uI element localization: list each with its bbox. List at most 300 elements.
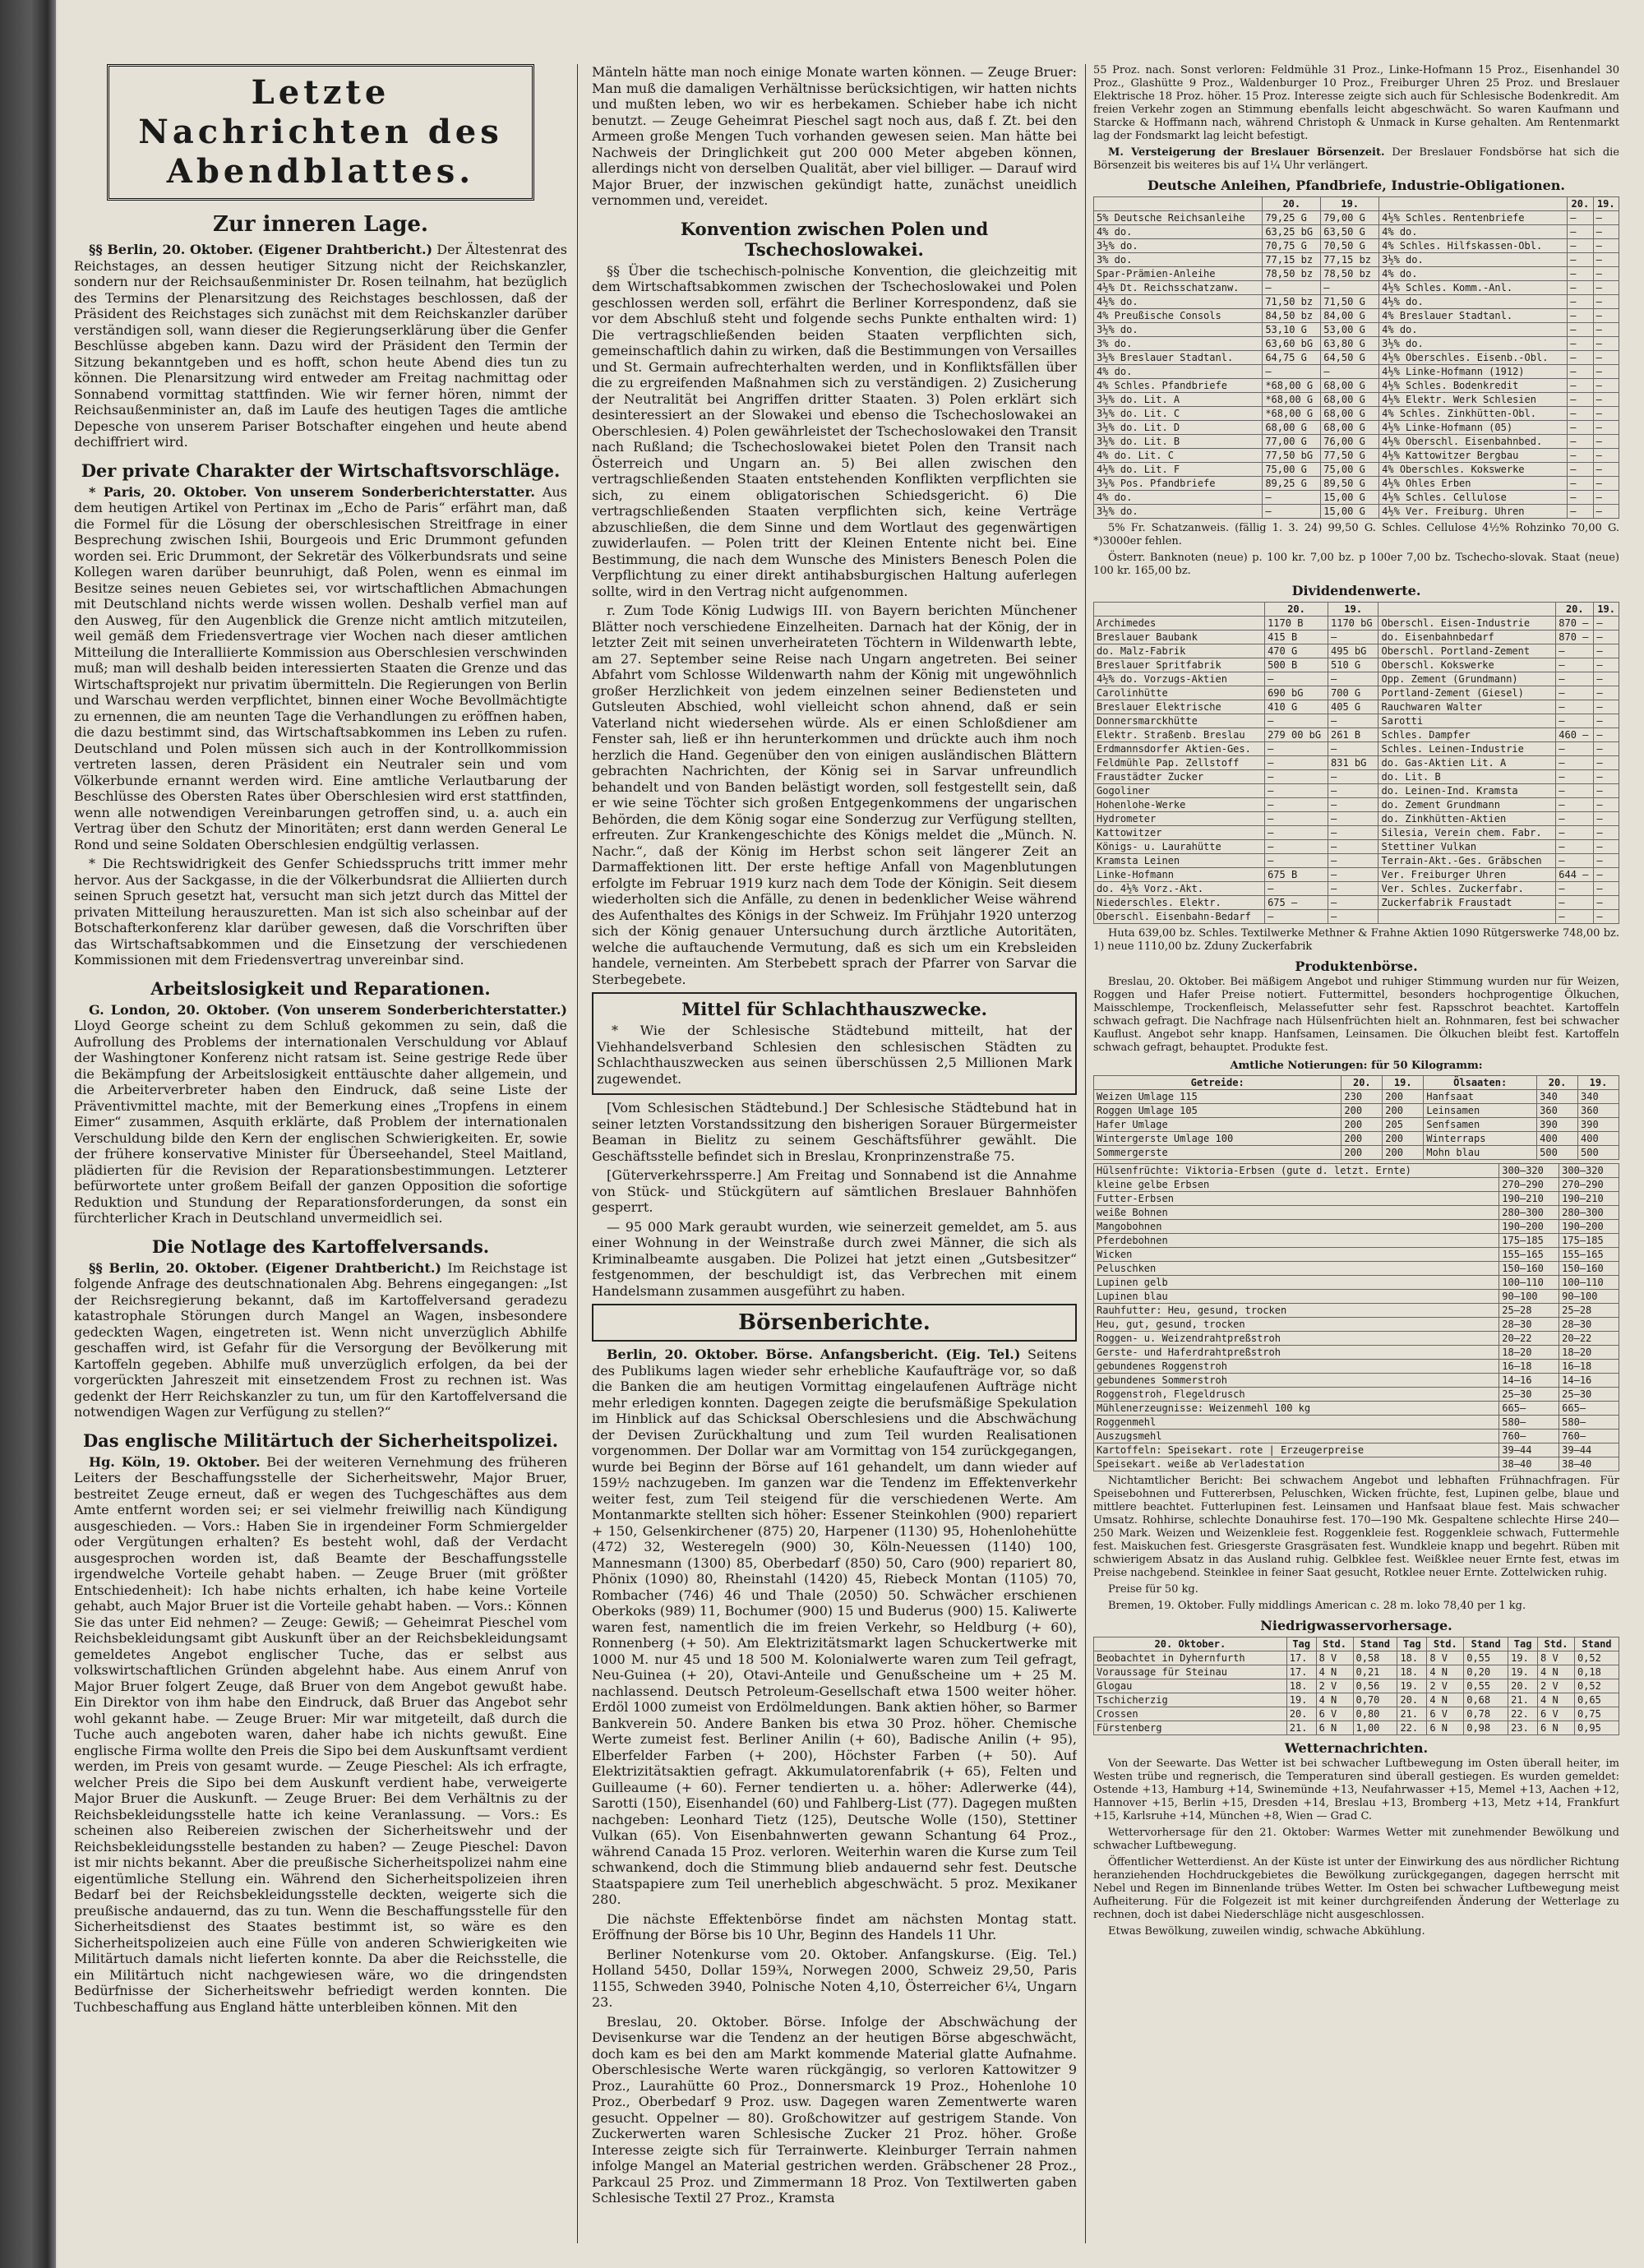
table-cell: — (1568, 407, 1593, 421)
table-cell: — (1593, 477, 1619, 491)
table-cell: 1170 B (1265, 617, 1328, 631)
table-cell: 3½% do. (1379, 337, 1568, 351)
table-row (1094, 840, 1619, 854)
table-cell: 17. (1286, 1651, 1316, 1665)
table-cell: — (1594, 770, 1619, 784)
table-header-cell: 20. (1342, 1076, 1383, 1090)
column-3 (1093, 64, 1619, 2252)
table-cell: 90—100 (1559, 1290, 1619, 1304)
table-caption: Deutsche Anleihen, Pfandbriefe, Industrie-Obligationen. (1147, 178, 1565, 193)
table-cell: Kattowitzer (1094, 826, 1265, 840)
table-cell: 4% Schles. Hilfskassen-Obl. (1379, 239, 1568, 253)
table-cell: 8 V (1427, 1651, 1464, 1665)
table-cell: — (1594, 882, 1619, 896)
table-cell: do. Malz-Fabrik (1094, 644, 1265, 658)
table-cell: — (1593, 463, 1619, 477)
table-row (1094, 295, 1619, 309)
table-cell: — (1594, 728, 1619, 742)
table-cell: 20. (1397, 1693, 1427, 1707)
table-cell: 68,00 G (1321, 379, 1379, 393)
table-cell: — (1568, 253, 1593, 267)
table-cell: Peluschken (1094, 1262, 1499, 1276)
table-cell: 68,00 G (1321, 421, 1379, 435)
table-cell: 150—160 (1559, 1262, 1619, 1276)
table-cell: 38—40 (1499, 1457, 1559, 1471)
table-row (1094, 435, 1619, 449)
table-cell: 415 B (1265, 631, 1328, 644)
table-cell: weiße Bohnen (1094, 1206, 1499, 1220)
table-header-cell: 20. (1556, 603, 1594, 617)
table-row (1094, 477, 1619, 491)
table-cell: — (1593, 253, 1619, 267)
table-row (1094, 225, 1619, 239)
article-title: Mittel für Schlachthauszwecke. (681, 999, 987, 1019)
table-cell: 6 V (1538, 1707, 1575, 1721)
table-cell: — (1265, 714, 1328, 728)
table-cell: 400 (1578, 1132, 1619, 1146)
column-2 (592, 64, 1077, 2252)
table-row (1094, 211, 1619, 225)
table-cell: 4% Schles. Zinkhütten-Obl. (1379, 407, 1568, 421)
table-header-cell (1378, 603, 1556, 617)
article-text: Preise für 50 kg. (1108, 1583, 1198, 1596)
table-cell: 28—30 (1499, 1318, 1559, 1332)
masthead-title: Letzte Nachrichten des Abendblattes. (138, 73, 503, 191)
table-cell: Roggenstroh, Flegeldrusch (1094, 1388, 1499, 1402)
article-text: Öffentlicher Wetterdienst. An der Küste ist unter der Einwirkung des aus nördlicher Richtung heranziehenden Hochdruckgebietes die Bewölkung zurückgegangen, dagegen herrscht mit Nebel und Regen im Binnenlande trübes Wetter. Im Osten bei schwacher Luftbewegung meist Aufheiterung. Für die Folgezeit ist mit keiner durchgreifenden Änderung der Wetterlage zu rechnen, doch ist dabei Niederschläge nicht ausgeschlossen. (1093, 1856, 1619, 1921)
table-cell: — (1593, 295, 1619, 309)
table-cell: Ver. Freiburger Uhren (1378, 868, 1556, 882)
table-cell: — (1593, 351, 1619, 365)
table-header-cell: Stand (1353, 1637, 1397, 1651)
table-cell: 0,95 (1574, 1721, 1619, 1735)
table-caption: Amtliche Notierungen: für 50 Kilogramm: (1230, 1060, 1483, 1072)
table-cell: — (1263, 505, 1321, 519)
table-cell: 4½% do. Vorzugs-Aktien (1094, 672, 1265, 686)
binding-spine (0, 0, 56, 2268)
table-cell: Donnersmarckhütte (1094, 714, 1265, 728)
table-row (1094, 1248, 1619, 1262)
table-cell: — (1328, 742, 1378, 756)
table-cell: — (1556, 686, 1594, 700)
table-row (1094, 1192, 1619, 1206)
table-cell: 200 (1342, 1104, 1383, 1118)
table-cell: 190—200 (1559, 1220, 1619, 1234)
table-cell: 200 (1342, 1146, 1383, 1160)
table-cell: 53,10 G (1263, 323, 1321, 337)
table-cell: 675 B (1265, 868, 1328, 882)
table-cell: 4% do. (1094, 365, 1263, 379)
masthead-box (107, 64, 534, 201)
table-cell: — (1594, 686, 1619, 700)
table-caption: Dividendenwerte. (1291, 583, 1421, 598)
article-text: Breslau, 20. Oktober. Börse. Infolge der Abschwächung der Devisenkurse war die Tendenz an der heutigen Börse abgeschwächt, doch kam es bei den am Markt kommende Material glatte Aufnahme. Oberschlesische Werte waren rückgängig, so verloren Kattowitzer 9 Proz., Laurahütte 60 Proz., Donnersmarck 19 Proz., Hohenlohe 10 Proz., Oberbedarf 9 Proz. usw. Dagegen waren Zementwerte waren gesucht. Oppelner — 80). Großchowitzer auf gestrigem Stande. Von Zuckerwerten waren Schlesische Zucker 21 Proz. höher. Große Interesse zeigte sich für Terrainwerte. Kleinburger Terrain nahmen infolge Mangel an Material gestrichen werden. Gräbschener 28 Proz., Parkcaul 25 Proz. und Zimmermann 18 Proz. Von Textilwerten gaben Schlesische Textil 27 Proz., Kramsta (592, 2013, 1077, 2206)
table-header-cell: Tag (1397, 1637, 1427, 1651)
table-cell: 261 B (1328, 728, 1378, 742)
table-row (1094, 1651, 1619, 1665)
table-cell: — (1556, 714, 1594, 728)
table-cell: — (1568, 505, 1593, 519)
table-note: Österr. Banknoten (neue) p. 100 kr. 7,00 bz. p 100er 7,00 bz. Tschecho-slovak. Staat (neue) 100 kr. 165,00 bz. (1093, 552, 1619, 577)
table-cell: 3½% do. Lit. B (1094, 435, 1263, 449)
article-text: Von der Seewarte. Das Wetter ist bei schwacher Luftbewegung im Osten überall heiter, im Westen trübe und regnerisch, die Temperaturen sind überall gestiegen. Es wurden gemeldet: Ostende +13, Hamburg +14, Swinemünde +13, Neufahrwasser +15, Memel +13, Aachen +12, Hannover +15, Berlin +15, Dresden +14, Breslau +13, Bromberg +13, Metz +14, Frankfurt +15, Karlsruhe +14, München +8, Wien — Grad C. (1093, 1758, 1619, 1822)
table-row (1094, 854, 1619, 868)
table-cell: 831 bG (1328, 756, 1378, 770)
table-cell: 760— (1559, 1430, 1619, 1443)
table-cell: 18. (1286, 1679, 1316, 1693)
table-cell: Wintergerste Umlage 100 (1094, 1132, 1342, 1146)
table-cell: 580— (1499, 1416, 1559, 1430)
table-row (1094, 1164, 1619, 1178)
table-cell: 4% Oberschles. Kokswerke (1379, 463, 1568, 477)
article-text: Der Ältestenrat des Reichstages, an dessen heutiger Sitzung nicht der Reichskanzler, sondern nur der Reichsaußenminister Dr. Rosen teilnahm, hat bezüglich des Termins der Plenarsitzung des Reichstages beschlossen, daß der Präsident des Reichstages sich zunächst mit dem Reichskanzler darüber verständigen soll, wann dieser die Regierungserklärung über die Genfer Beschlüsse abgeben kann. Dazu wird der Präsident den Termin der Sitzung bekanntgeben und es hofft, schon heute Abend dies tun zu können. Die Plenarsitzung wird entweder am Freitag nachmittag oder Sonnabend vormittag stattfinden. Wie wir ferner hören, nimmt der Reichsaußenminister an, daß im Laufe des heutigen Tages die amtliche Depesche von unserem Pariser Botschafter eingehen und heute abend dechiffriert wird. (74, 242, 567, 450)
table-cell: 4½% Ohles Erben (1379, 477, 1568, 491)
table-cell: — (1568, 225, 1593, 239)
article-title: Das englische Militärtuch der Sicherheitspolizei. (82, 1430, 559, 1451)
table-cell: 6 N (1316, 1721, 1353, 1735)
table-cell: Stettiner Vulkan (1378, 840, 1556, 854)
table-cell: 4½% Linke-Hofmann (1912) (1379, 365, 1568, 379)
table-cell: Fraustädter Zucker (1094, 770, 1265, 784)
table-cell: 3½% do. (1094, 323, 1263, 337)
table-cell: Speisekart. weiße ab Verladestation (1094, 1457, 1499, 1471)
table-row (1094, 1304, 1619, 1318)
table-cell: 510 G (1328, 658, 1378, 672)
table-row (1094, 784, 1619, 798)
table-cell: 2 V (1538, 1679, 1575, 1693)
table-cell: — (1556, 798, 1594, 812)
table-cell: 90—100 (1499, 1290, 1559, 1304)
table-cell: — (1568, 393, 1593, 407)
table-cell: — (1328, 910, 1378, 924)
table-cell: — (1594, 644, 1619, 658)
table-row (1094, 323, 1619, 337)
section-title: Wetternachrichten. (1284, 1740, 1429, 1756)
article-text: 55 Proz. nach. Sonst verloren: Feldmühle 31 Proz., Linke-Hofmann 15 Proz., Eisenhandel 30 Proz., Glashütte 9 Proz., Waldenburger 10 Proz., Freiburger Uhren 25 Proz. und Breslauer Elektrische 18 Proz. höher. 15 Proz. Interesse zeigte sich auch für Schlesische Bodenkredit. Am freien Verkehr zogen an Stimmung ebenfalls leicht abgeschwächt. So waren Kaufmann und Starcke & Hoffmann nach, während Christoph & Unmack in Kurse gehalten. Am Rentenmarkt lag der Fondsmarkt lag leicht befestigt. (1093, 64, 1619, 142)
table-row (1094, 1220, 1619, 1234)
table-cell: *68,00 G (1263, 407, 1321, 421)
table-cell: 77,15 bz (1321, 253, 1379, 267)
table-cell: 200 (1342, 1132, 1383, 1146)
table-cell: 22. (1397, 1721, 1427, 1735)
table-cell: 205 (1383, 1118, 1424, 1132)
table-cell: Breslauer Elektrische (1094, 700, 1265, 714)
table-cell: 4½% Ver. Freiburg. Uhren (1379, 505, 1568, 519)
table-cell: 25—30 (1499, 1388, 1559, 1402)
table-cell: *68,00 G (1263, 393, 1321, 407)
article-text: Aus dem heutigen Artikel von Pertinax im „Echo de Paris“ erfährt man, daß die Formel für die Lösung der oberschlesischen Streitfrage in einer Besprechung zwischen Ishii, Bourgeois und Eric Drummont gefunden worden sei. Eric Drummont, der Sekretär des Völkerbundsrats und seine Kollegen waren darüber beunruhigt, daß Polen, wenn es einmal im Besitze seines neuen Gebietes sei, vor wirtschaftlichen Abmachungen mit Deutschland nichts werde wissen wollen. Deshalb verfiel man auf den Ausweg, für den Augenblick die Grenze nicht amtlich mitzuteilen, weil gemäß dem Friedensvertrage vier Wochen nach dieser amtlichen Mitteilung die Interalliierte Kommission aus Oberschlesien verschwinden muß; man will deshalb beiden interessierten Staaten die Grenze und das Wirtschaftsprojekt nur privatim übermitteln. Die Regierungen von Berlin und Warschau werden verpflichtet, binnen einer Woche Bevollmächtigte zu ernennen, die am neunten Tage die Verhandlungen zu eröffnen haben, die dazu bestimmt sind, das Wirtschaftsabkommen ins Leben zu rufen. Deutschland und Polen müssen sich auch in der Kontrollkommission vertreten lassen, deren Präsident ein Neutraler sein und vom Völkerbunde ernannt werden wird. Eine amtliche Verlautbarung der Beschlüsse des Obersten Rates über Oberschlesien wird erst stattfinden, wenn alle notwendigen Vereinbarungen getroffen sind, u. a. auch ein Vertrag über den Schutz der Minoritäten; erst dann werden General Le Rond und seine Soldaten Oberschlesien endgültig verlassen. (74, 483, 567, 852)
table-cell: 4% Schles. Pfandbriefe (1094, 379, 1263, 393)
table-cell: 0,18 (1574, 1665, 1619, 1679)
dateline: §§ Berlin, 20. Oktober. (Eigener Drahtbericht.) (89, 242, 433, 257)
table-cell: — (1594, 854, 1619, 868)
table-cell: 4½% Kattowitzer Bergbau (1379, 449, 1568, 463)
table-cell: Sarotti (1378, 714, 1556, 728)
table-cell: 1,00 (1353, 1721, 1397, 1735)
table-cell: — (1593, 309, 1619, 323)
table-cell: 150—160 (1499, 1262, 1559, 1276)
table-cell: — (1568, 239, 1593, 253)
table-cell: 270—290 (1559, 1178, 1619, 1192)
table-cell: 0,65 (1574, 1693, 1619, 1707)
table-cell: 4% Breslauer Stadtanl. (1379, 309, 1568, 323)
table-cell: 21. (1286, 1721, 1316, 1735)
table-row (1094, 505, 1619, 519)
table-cell: 20. (1508, 1679, 1538, 1693)
table-note: Huta 639,00 bz. Schles. Textilwerke Methner & Frahne Aktien 1090 Rütgerswerke 748,00 bz. 1) neue 1110,00 bz. Zduny Zuckerfabrik (1093, 927, 1619, 953)
table-cell: Kartoffeln: Speisekart. rote | Erzeugerpreise (1094, 1443, 1499, 1457)
table-cell: 3½% Breslauer Stadtanl. (1094, 351, 1263, 365)
article-text: Bei der weiteren Vernehmung des früheren Leiters der Beschaffungsstelle der Sicherheitswehr, Major Bruer, bestreitet Zeuge erneut, daß er wegen des Tuchgeschäftes aus dem Amte entfernt worden sei; er sei vielmehr freiwillig nach Kündigung ausgeschieden. — Vors.: Haben Sie in irgendeiner Form Schmiergelder oder Vergütungen erhalten? Es besteht wohl, daß der Verdacht ausgesprochen worden ist, daß Beamte der Beschaffungsstelle irgendwelche Vorteile gehabt haben. — Zeuge Bruer (mit größter Entschiedenheit): Ich habe nichts erhalten, ich habe keine Vorteile gehabt, auch Major Bruer ist die Vorteile gehabt haben. — Vors.: Können Sie das unter Eid nehmen? — Zeuge: Gewiß; — Geheimrat Pieschel vom Reichsbekleidungsamt gibt Auskunft über an der Reichsbekleidungsamt gemeldetes Angebot englischer Tuche, das er selbst aus volkswirtschaftlichen Gründen abgelehnt habe. Aus einem Anruf von Major Bruer folgert Zeuge, daß Bruer von dem Angebot gewußt habe. Ein Direktor von ihm habe den Eindruck, daß Bruer das Angebot sehr wohl gekannt habe. — Zeuge Bruer: Mir war mitgeteilt, daß durch die Tuche auch angeboten waren, daher habe ich nichts gewußt. Eine englische Firma wollte den Preis die Sipo bei dem Auskunftsamt verdient werden, im Preis von gesamt wurde. — Zeuge Pieschel: Als ich erfragte, welcher Preis die Sipo bei dem Auskunft verdient habe, verweigerte Major Bruer die Auskunft. — Zeuge Bruer: Bei dem Verhältnis zu der Reichsbekleidungsstelle hatte ich keine Veranlassung. — Vors.: Es scheinen also Reibereien zwischen der Sicherheitswehr und der Reichsbekleidungsstelle bestanden zu haben? — Zeuge Pieschel: Davon ist mir nichts bekannt. Aber die preußische Sicherheitspolizei nahm eine eigentümliche Stellung ein. Während den Sicherheitspolizeien ihren Bedarf bei der Reichsbekleidungsstelle deckten, weigerte sich die preußische andauernd, das zu tun. Wenn die Beschaffungsstelle für den Sicherheitsdienst des Staates bestimmt ist, so wäre es den Sicherheitspolizeien auch eine Fülle von anderen Schwierigkeiten wie Militärtuch damals nicht lieferten konnte. Da aber die Reichsstelle, die ein Militärtuch nicht nachgewiesen wäre, wo die dringendsten Bedürfnisse der Sicherheitswehr befriedigt werden konnten. Die Tuchbeschaffung aus England hätte unterbleiben können. Mit den (74, 1453, 567, 2015)
table-cell: — (1328, 826, 1378, 840)
table-cell: 0,52 (1574, 1651, 1619, 1665)
table-row (1094, 393, 1619, 407)
table-cell: — (1556, 840, 1594, 854)
table-header-cell: 20. (1265, 603, 1328, 617)
article-title: Zur inneren Lage. (213, 212, 428, 237)
table-cell: 190—200 (1499, 1220, 1559, 1234)
table-cell: Königs- u. Laurahütte (1094, 840, 1265, 854)
table-cell: Voraussage für Steinau (1094, 1665, 1287, 1679)
table-cell: 4 N (1538, 1693, 1575, 1707)
table-row (1094, 1457, 1619, 1471)
table-cell: — (1556, 700, 1594, 714)
table-cell: 63,60 bG (1263, 337, 1321, 351)
table-cell: 200 (1383, 1146, 1424, 1160)
article-text: * Die Rechtswidrigkeit des Genfer Schiedsspruchs tritt immer mehr hervor. Aus der Sackgasse, in die der Völkerbundsrat die Alliierten durch seinen Spruch gesetzt hat, versucht man sich jetzt durch das Mittel der privaten Mitteilung herauszuretten. Man ist sich also scheinbar auf der Botschafterkonferenz klar darüber gewesen, daß die Vorschriften über das Wirtschaftsabkommen und die Einsetzung der verschiedenen Kommissionen mit dem Friedensvertrag unvereinbar sind. (74, 856, 567, 968)
table-row (1094, 728, 1619, 742)
table-cell: — (1568, 379, 1593, 393)
table-cell: — (1593, 365, 1619, 379)
table-header-cell: Std. (1538, 1637, 1575, 1651)
table-row (1094, 672, 1619, 686)
table-cell: Archimedes (1094, 617, 1265, 631)
table-cell: 4½% Linke-Hofmann (05) (1379, 421, 1568, 435)
table-cell: — (1593, 449, 1619, 463)
table-cell: — (1594, 617, 1619, 631)
table-row (1094, 798, 1619, 812)
table-cell: — (1265, 812, 1328, 826)
table-cell: — (1594, 742, 1619, 756)
table-row (1094, 463, 1619, 477)
table-cell: Weizen Umlage 115 (1094, 1090, 1342, 1104)
table-cell: — (1593, 211, 1619, 225)
article-text: Im Reichstage ist folgende Anfrage des deutschnationalen Abg. Behrens eingegangen: „Ist der Reichsregierung bekannt, daß im Kartoffelversand geradezu katastrophale Störungen durch Mangel an Wagen, insbesondere gedeckten Wagen, eingetreten ist. Wenn nicht unverzüglich Abhilfe geschaffen wird, ist Gefahr für die Versorgung der Bevölkerung mit Kartoffeln gegeben. Abhilfe muß unverzüglich erfolgen, da bei der vorgerückten Jahreszeit mit einsetzendem Frost zu rechnen ist. Was gedenkt der Herr Reichskanzler zu tun, um für den Kartoffelversand die notwendigen Wagen zur Verfügung zu stellen?“ (74, 1259, 567, 1420)
table-cell: 360 (1537, 1104, 1578, 1118)
article-text: Mänteln hätte man noch einige Monate warten können. — Zeuge Bruer: Man muß die damaligen Verhältnisse berücksichtigen, wir hatten nichts und mußten leben, wo wir es herbekamen. Schieber habe ich nicht benutzt. — Zeuge Geheimrat Pieschel sagt noch aus, daß f. Zt. bei den Armeen große Mengen Tuch vorhanden gewesen seien. Man hätte bei Nachweis der Dringlichkeit gut 200 000 Meter abgeben können, allerdings nicht von derselben Qualität, aber viel billiger. — Darauf wird Major Bruer, der inzwischen gekündigt hatte, zunächst uneidlich vernommen und, vereidet. (592, 64, 1077, 208)
table-cell: 190—210 (1559, 1192, 1619, 1206)
table-cell: Mangobohnen (1094, 1220, 1499, 1234)
table-cell: 300—320 (1559, 1164, 1619, 1178)
table-cell: Spar-Prämien-Anleihe (1094, 267, 1263, 281)
table-cell: — (1593, 239, 1619, 253)
table-cell: — (1328, 896, 1378, 910)
table-header-cell: Tag (1508, 1637, 1538, 1651)
table-cell: 200 (1383, 1104, 1424, 1118)
dateline: * Paris, 20. Oktober. Von unserem Sonderberichterstatter. (89, 483, 535, 500)
table-cell: — (1594, 658, 1619, 672)
table-row (1094, 379, 1619, 393)
article-text: §§ Über die tschechisch-polnische Konvention, die gleichzeitig mit dem Wirtschaftsabkommen zwischen der Tschechoslowakei und Polen geschlossen werden soll, erfährt die Berliner Korrespondenz, daß sie vor dem Abschluß steht und folgende sechs Punkte enthalten wird: 1) Die vertragschließenden beiden Staaten verpflichten sich, gemeinschaftlich dahin zu wirken, daß die Bestimmungen von Versailles und St. Germain aufrechterhalten werden, und in Konfliktsfällen über die zu ergreifenden Maßnahmen sich zu verständigen. 2) Zusicherung der Neutralität bei Angriffen dritter Staaten. 3) Polen erklärt sich desinteressiert an der Slowakei und ebenso die Tschechoslowakei an Oberschlesien. 4) Polen gewährleistet der Tschechoslowakei den Transit nach Rußland; die Tschechoslowakei bietet Polen den Transit nach Österreich und Ungarn an. 5) Bei allen zwischen den vertragschließenden Staaten entstehenden Konflikten verpflichten sie sich, zu einem obligatorischen Schiedsgericht. 6) Die vertragschließenden Staaten verpflichten sich, keine Verträge abzuschließen, die dem Sinne und dem Wortlaut des gegenwärtigen zuwiderlaufen. — Polen tritt der Kleinen Entente nicht bei. Eine Bestimmung, die nach dem Wunsche des Ministers Benesch Polen die Verpflichtung zu einer direkt antihabsburgischen Haltung auferlegen sollte, wird in den Vertrag nicht aufgenommen. (592, 262, 1077, 599)
table-cell: 500 B (1265, 658, 1328, 672)
table-cell: Erdmannsdorfer Aktien-Ges. (1094, 742, 1265, 756)
table-cell: — (1594, 714, 1619, 728)
table-cell: — (1556, 910, 1594, 924)
table-cell: Hafer Umlage (1094, 1118, 1342, 1132)
table-cell: Zuckerfabrik Fraustadt (1378, 896, 1556, 910)
table-cell: 18. (1397, 1665, 1427, 1679)
table-cell (1378, 910, 1556, 924)
dateline: Berlin, 20. Oktober. Börse. Anfangsbericht. (Eig. Tel.) (607, 1346, 1021, 1362)
table-cell: — (1568, 463, 1593, 477)
table-cell: 4½% Schles. Rentenbriefe (1379, 211, 1568, 225)
table-cell: — (1556, 742, 1594, 756)
table-cell: 17. (1286, 1665, 1316, 1679)
table-row (1094, 1388, 1619, 1402)
table-row (1094, 1332, 1619, 1346)
table-cell: — (1568, 351, 1593, 365)
table-cell: 78,50 bz (1263, 267, 1321, 281)
table-cell: — (1263, 365, 1321, 379)
table-header-cell: 20. Oktober. (1094, 1637, 1287, 1651)
table-cell: — (1265, 784, 1328, 798)
table-row (1094, 1090, 1619, 1104)
table-cell: — (1568, 365, 1593, 379)
table-row (1094, 1693, 1619, 1707)
table-cell: 400 (1537, 1132, 1578, 1146)
table-row (1094, 617, 1619, 631)
table-cell: 0,75 (1574, 1707, 1619, 1721)
table-cell: Linke-Hofmann (1094, 868, 1265, 882)
article-title: Konvention zwischen Polen und Tschechoslowakei. (680, 218, 989, 260)
table-cell: — (1568, 491, 1593, 505)
table-cell: — (1265, 742, 1328, 756)
table-row (1094, 1132, 1619, 1146)
table-cell: 68,00 G (1321, 407, 1379, 421)
table-cell: 84,50 bz (1263, 309, 1321, 323)
table-cell: Crossen (1094, 1707, 1287, 1721)
table-cell: — (1328, 798, 1378, 812)
table-cell: 77,50 G (1321, 449, 1379, 463)
table-cell: — (1568, 323, 1593, 337)
table-cell: — (1593, 491, 1619, 505)
table-row (1094, 631, 1619, 644)
table-row (1094, 826, 1619, 840)
table-cell: 0,55 (1464, 1651, 1508, 1665)
table-cell: — (1594, 868, 1619, 882)
water-level-table (1093, 1637, 1619, 1735)
table-header-cell: Getreide: (1094, 1076, 1342, 1090)
table-cell: 4% do. (1379, 323, 1568, 337)
table-cell: 190—210 (1499, 1192, 1559, 1206)
table-row (1094, 1234, 1619, 1248)
table-cell: — (1568, 295, 1593, 309)
table-cell: — (1594, 798, 1619, 812)
table-cell: 4 N (1316, 1693, 1353, 1707)
article-text: Etwas Bewölkung, zuweilen windig, schwache Abkühlung. (1108, 1925, 1425, 1938)
table-cell: 0,55 (1464, 1679, 1508, 1693)
table-cell: 3½% do. Lit. A (1094, 393, 1263, 407)
table-cell: 20—22 (1499, 1332, 1559, 1346)
table-cell: — (1594, 631, 1619, 644)
table-header-cell: 19. (1594, 603, 1619, 617)
bonds-table (1093, 196, 1619, 519)
table-cell: — (1594, 910, 1619, 924)
table-row (1094, 309, 1619, 323)
table-cell: gebundenes Sommerstroh (1094, 1374, 1499, 1388)
table-cell: 6 V (1427, 1707, 1464, 1721)
table-cell: — (1328, 784, 1378, 798)
article-text: r. Zum Tode König Ludwigs III. von Bayern berichten Münchener Blätter noch verschiedene Einzelheiten. Darnach hat der König, der in letzter Zeit mit seinen unverheirateten Töchtern in Wildenwarth lebte, am 27. September seine Reise nach Ungarn angetreten. Bei seiner Abfahrt vom Schlosse Wildenwarth nahm der König mit ungewöhnlich großer Herzlichkeit von jedem einzelnen seiner Bediensteten und Gutsleuten Abschied, wohl vielleicht schon ahnend, daß er sein Vaterland nicht wiedersehen würde. Als er einen Schloßdiener am Fenster sah, ließ er ihn herunterkommen und drückte auch ihm noch herzlich die Hand. Gegenüber den von einigen ausländischen Blättern gebrachten Nachrichten, der König sei in Sarvar unfreundlich behandelt und von Banden belästigt worden, soll festgestellt sein, daß er wie seine Töchter sich großen Entgegenkommens der ungarischen Behörden, die dem König sogar eine Sonderzug zur Verfügung stellten, erfreuten. Zur Krankengeschichte des Königs meldet die „Münch. N. Nachr.“, daß der König im Herbst schon seit längerer Zeit an Darmaffektionen litt. Der erste heftige Anfall von Magenblutungen erfolgte im Februar 1919 kurz nach dem Tode der Königin. Seit diesem wiederholten sich die Anfälle, zu denen in bedenklicher Weise während des Aufenthaltes des Königs in der Schweiz. Im Frühjahr 1920 unterzog sich der König genauer Untersuchung durch ärztliche Autoritäten, welche die auftauchende Vermutung, daß es sich um ein Krebsleiden handele, verneinten. Am Sterbebett sprach der Pfarrer von Sarvar die Sterbegebete. (592, 603, 1077, 987)
table-cell: do. Lit. B (1378, 770, 1556, 784)
table-cell: 870 — (1556, 631, 1594, 644)
article-text: Nichtamtlicher Bericht: Bei schwachem Angebot und lebhaften Frühnachfragen. Für Speisebohnen und Futtererbsen, Peluschken, Wicken früchte, fest, Lupinen gelbe, blaue und mittlere beachtet. Futterlupinen fest. Leinsamen und Hanfsaat blaue fest. Mais schwacher Umsatz. Rohhirse, schlechte Donauhirse fest. 170—190 Mk. Gespaltene schlechte Hirse 240—250 Mark. Weizen und Weizenkleie fest. Roggenkleie fest. Roggenkleie schwach, Futtermehle fest. Maiskuchen fest. Griesgerste Grasgräsaten fest. Wundkleie knapp und begehrt. Rüben mit schwierigem Absatz in das Ausland ruhig. Gelbklee fest. Weißklee neuer Ernte fest, etwas im Preise nachgebend. Steinklee in feiner Saat gesucht, Rotklee neuer Ernte. Zottelwicken ruhig. (1093, 1475, 1619, 1579)
table-cell: do. 4½% Vorz.-Akt. (1094, 882, 1265, 896)
table-cell: 6 N (1538, 1721, 1575, 1735)
table-cell: 63,80 G (1321, 337, 1379, 351)
table-cell: 0,78 (1464, 1707, 1508, 1721)
table-cell: 4½% Schles. Komm.-Anl. (1379, 281, 1568, 295)
table-cell: — (1556, 770, 1594, 784)
table-cell: — (1263, 491, 1321, 505)
newspaper-page (58, 0, 1644, 2268)
table-cell: Gerste- und Haferdrahtpreßstroh (1094, 1346, 1499, 1360)
table-cell: Lupinen blau (1094, 1290, 1499, 1304)
table-cell: 690 bG (1265, 686, 1328, 700)
table-cell: 2 V (1427, 1679, 1464, 1693)
table-row (1094, 449, 1619, 463)
table-row (1094, 644, 1619, 658)
table-cell: 270—290 (1499, 1178, 1559, 1192)
table-cell: 14—16 (1499, 1374, 1559, 1388)
table-cell: 155—165 (1559, 1248, 1619, 1262)
article-text: Wettervorhersage für den 21. Oktober: Warmes Wetter mit zunehmender Bewölkung und schwacher Luftbewegung. (1093, 1827, 1619, 1852)
table-cell: — (1321, 365, 1379, 379)
table-cell: — (1556, 882, 1594, 896)
table-cell: Oberschl. Kokswerke (1378, 658, 1556, 672)
table-row (1094, 714, 1619, 728)
table-cell: 4½% Elektr. Werk Schlesien (1379, 393, 1568, 407)
table-row (1094, 1346, 1619, 1360)
table-row (1094, 1146, 1619, 1160)
table-cell: 665— (1559, 1402, 1619, 1416)
table-cell: 15,00 G (1321, 505, 1379, 519)
table-cell: Beobachtet in Dyhernfurth (1094, 1651, 1287, 1665)
table-cell: Rauhfutter: Heu, gesund, trocken (1094, 1304, 1499, 1318)
table-cell: 390 (1578, 1118, 1619, 1132)
table-row (1094, 658, 1619, 672)
column-rule (1085, 64, 1086, 2243)
table-cell: — (1265, 770, 1328, 784)
table-cell: Senfsamen (1424, 1118, 1537, 1132)
table-cell: 3½% do. Lit. C (1094, 407, 1263, 421)
table-cell: Hanfsaat (1424, 1090, 1537, 1104)
table-row (1094, 407, 1619, 421)
table-cell: 3% do. (1094, 253, 1263, 267)
table-cell: — (1593, 421, 1619, 435)
table-cell: — (1265, 854, 1328, 868)
article-text: Lloyd George scheint zu dem Schluß gekommen zu sein, daß die Aufrollung des Problems der internationalen Verschuldung vor Ablauf der Washingtoner Konferenz nicht ratsam ist. Seine gestrige Rede über die Bekämpfung der Arbeitslosigkeit enttäuschte daher allgemein, und die Arbeiterverbreter haben den Eindruck, daß seine Liste der Präventivmittel machte, mit der Bemerkung eines „Tropfens in einem Eimer“ zusammen, Asquith erklärte, daß Problem der internationalen Verschuldung bilde den Kern der englischen Schwierigkeiten. Er, sowie der frühere konservative Minister für Überseehandel, Steel Maitland, plädierten für die Revision der Reparationsbestimmungen. Letzterer befürwortete unter großem Beifall der ganzen Opposition die sofortige Reduktion und Stundung der Reparationsforderungen, da sonst ein fürchterlicher Krach in Deutschland unvermeidlich sei. (74, 1018, 567, 1226)
table-cell: 495 bG (1328, 644, 1378, 658)
table-cell: 25—28 (1559, 1304, 1619, 1318)
table-cell: 15,00 G (1321, 491, 1379, 505)
table-row (1094, 1665, 1619, 1679)
dividend-table (1093, 602, 1619, 924)
table-cell: 6 N (1427, 1721, 1464, 1735)
table-cell: 340 (1578, 1090, 1619, 1104)
table-cell: 25—28 (1499, 1304, 1559, 1318)
table-cell: — (1265, 826, 1328, 840)
